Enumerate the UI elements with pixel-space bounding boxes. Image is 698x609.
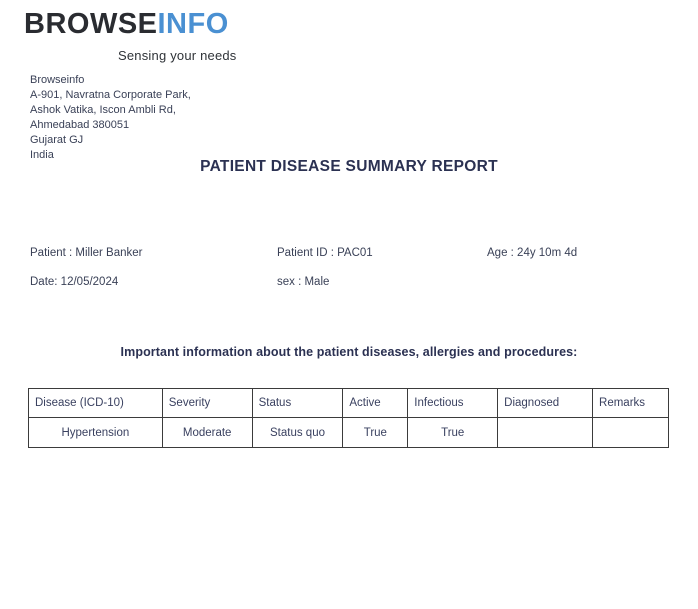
col-header-diagnosed: Diagnosed <box>498 389 593 418</box>
cell-infectious: True <box>408 418 498 448</box>
address-line-area: Ashok Vatika, Iscon Ambli Rd, <box>30 104 176 116</box>
address-line-city: Ahmedabad 380051 <box>30 119 130 131</box>
col-header-infectious: Infectious <box>408 389 498 418</box>
col-header-severity: Severity <box>162 389 252 418</box>
col-header-remarks: Remarks <box>593 389 669 418</box>
table-row <box>29 418 669 448</box>
report-date-field: Date: 12/05/2024 <box>30 276 119 288</box>
logo-text-info: INFO <box>157 8 229 40</box>
patient-age-field: Age : 24y 10m 4d <box>487 247 578 259</box>
col-header-disease: Disease (ICD-10) <box>29 389 163 418</box>
patient-id-field: Patient ID : PAC01 <box>277 247 373 259</box>
logo-text-browse: BROWSE <box>24 8 158 40</box>
company-address <box>30 73 191 163</box>
cell-status: Status quo <box>252 418 343 448</box>
cell-severity: Moderate <box>162 418 252 448</box>
cell-remarks <box>593 418 669 448</box>
browseinfo-logo <box>24 8 229 41</box>
cell-active: True <box>343 418 408 448</box>
table-header-row <box>29 389 669 418</box>
section-heading: Important information about the patient diseases, allergies and procedures: <box>120 345 578 359</box>
cell-disease: Hypertension <box>29 418 163 448</box>
patient-name-field: Patient : Miller Banker <box>30 247 143 259</box>
col-header-status: Status <box>252 389 343 418</box>
cell-diagnosed <box>498 418 593 448</box>
disease-summary-table <box>28 388 669 448</box>
page-title: PATIENT DISEASE SUMMARY REPORT <box>200 158 498 175</box>
address-line-country: India <box>30 149 54 161</box>
address-line-street: A-901, Navratna Corporate Park, <box>30 89 191 101</box>
address-line-company: Browseinfo <box>30 74 85 86</box>
col-header-active: Active <box>343 389 408 418</box>
logo-tagline: Sensing your needs <box>118 48 237 63</box>
address-line-state: Gujarat GJ <box>30 134 84 146</box>
patient-sex-field: sex : Male <box>277 276 330 288</box>
